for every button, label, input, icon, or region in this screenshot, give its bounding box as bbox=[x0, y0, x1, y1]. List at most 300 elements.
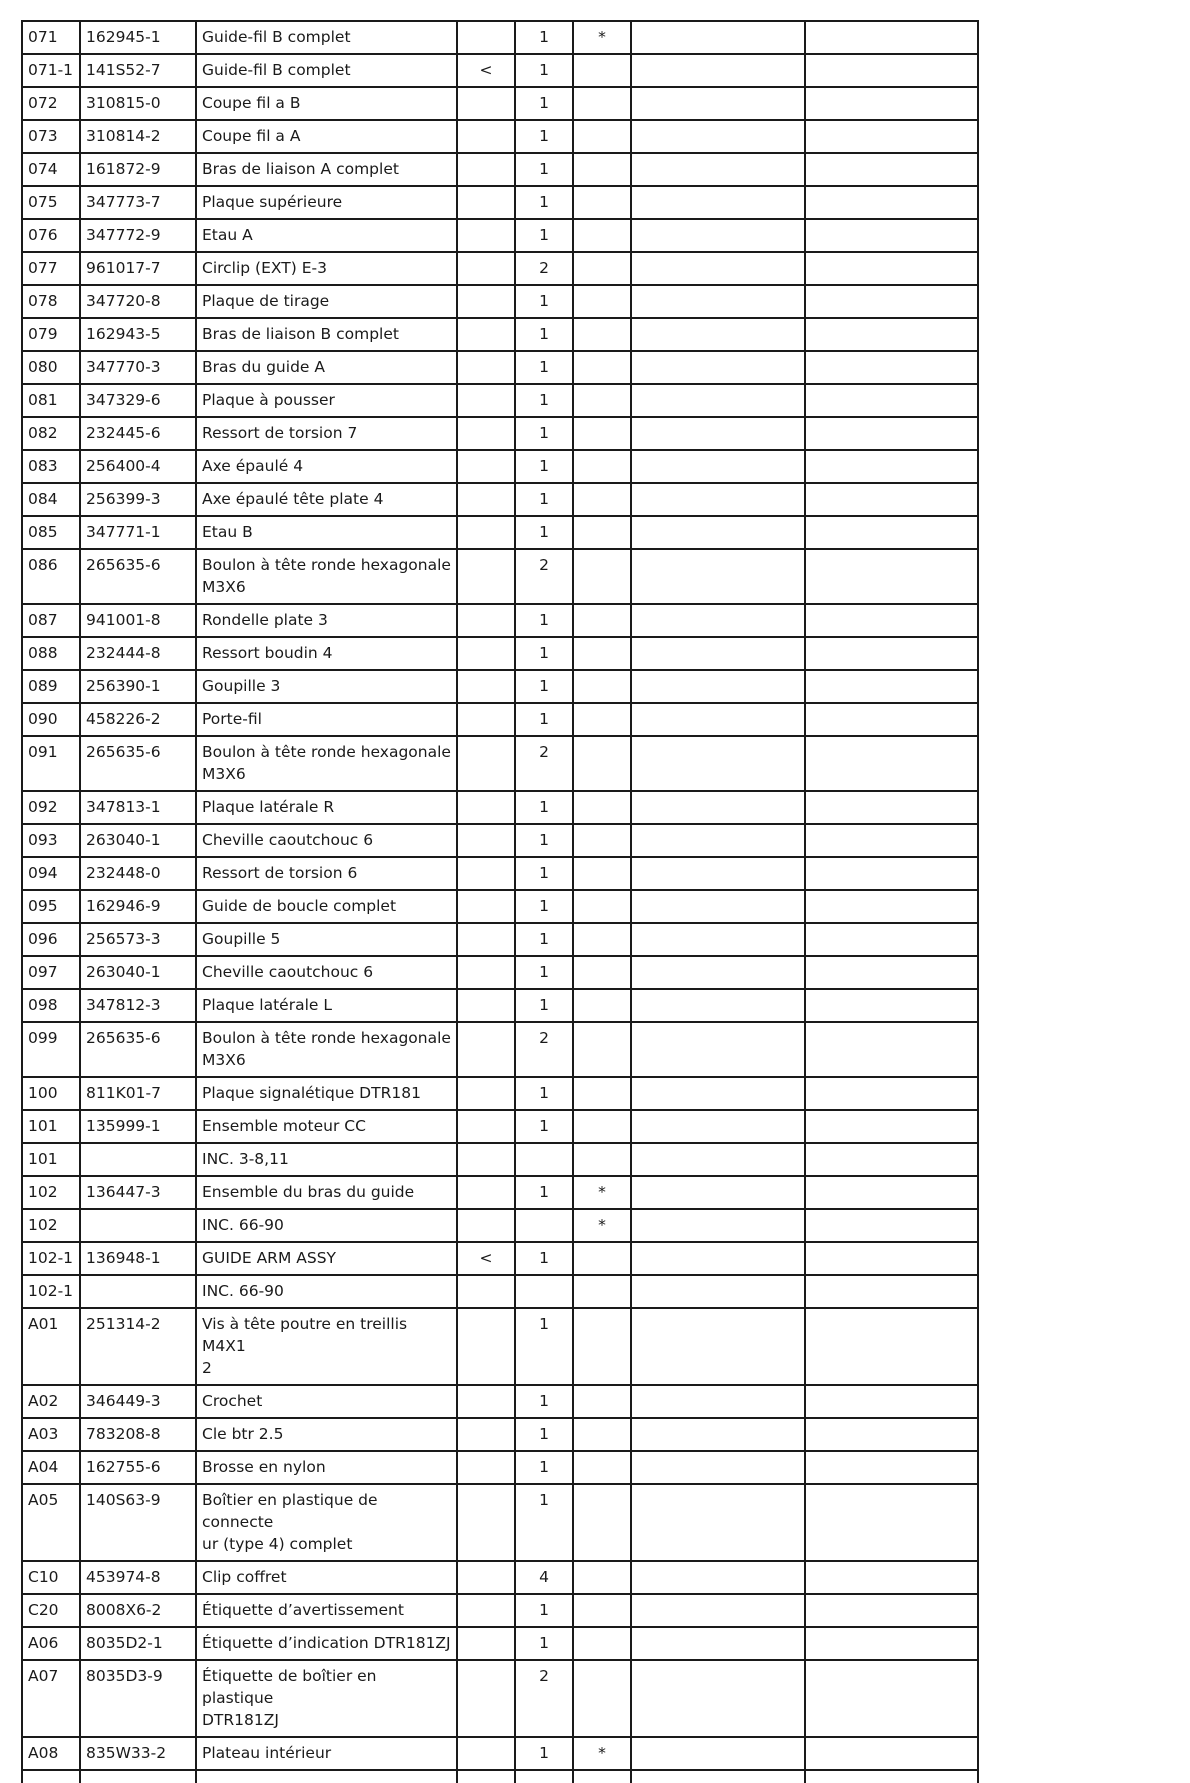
extra-column-cell-1 bbox=[631, 824, 805, 857]
part-number-cell: 161872-9 bbox=[80, 153, 196, 186]
table-row bbox=[22, 824, 978, 857]
description-cell: Goupille 5 bbox=[196, 923, 457, 956]
extra-column-cell-2 bbox=[805, 1660, 978, 1737]
item-number-cell: 101 bbox=[22, 1110, 80, 1143]
extra-column-cell-2 bbox=[805, 1385, 978, 1418]
description-cell: Porte-fil bbox=[196, 703, 457, 736]
quantity-cell: 1 bbox=[515, 1418, 573, 1451]
quantity-cell: 1 bbox=[515, 450, 573, 483]
description-cell: Étiquette d’avertissement bbox=[196, 1594, 457, 1627]
extra-column-cell-1 bbox=[631, 450, 805, 483]
quantity-cell: 1 bbox=[515, 1737, 573, 1770]
note-mark-cell bbox=[573, 1308, 631, 1385]
item-number-cell: A06 bbox=[22, 1627, 80, 1660]
item-number-cell: 073 bbox=[22, 120, 80, 153]
note-mark-cell bbox=[573, 318, 631, 351]
change-flag-cell bbox=[457, 1209, 515, 1242]
quantity-cell: 1 bbox=[515, 1594, 573, 1627]
extra-column-cell-1 bbox=[631, 1737, 805, 1770]
change-flag-cell bbox=[457, 1737, 515, 1770]
item-number-cell: 075 bbox=[22, 186, 80, 219]
change-flag-cell bbox=[457, 21, 515, 54]
part-number-cell: 232444-8 bbox=[80, 637, 196, 670]
change-flag-cell bbox=[457, 956, 515, 989]
item-number-cell: 094 bbox=[22, 857, 80, 890]
description-cell: Coupe fil a A bbox=[196, 120, 457, 153]
note-mark-cell bbox=[573, 604, 631, 637]
item-number-cell: A02 bbox=[22, 1385, 80, 1418]
note-mark-cell bbox=[573, 703, 631, 736]
change-flag-cell bbox=[457, 1022, 515, 1077]
table-row bbox=[22, 1176, 978, 1209]
change-flag-cell bbox=[457, 1308, 515, 1385]
quantity-cell: 1 bbox=[515, 285, 573, 318]
item-number-cell: 077 bbox=[22, 252, 80, 285]
part-number-cell: 347329-6 bbox=[80, 384, 196, 417]
description-cell: Plaque signalétique DTR181 bbox=[196, 1077, 457, 1110]
note-mark-cell: * bbox=[573, 1209, 631, 1242]
part-number-cell: 135999-1 bbox=[80, 1110, 196, 1143]
quantity-cell: 1 bbox=[515, 219, 573, 252]
quantity-cell: 2 bbox=[515, 549, 573, 604]
description-cell: Clip coffret bbox=[196, 1561, 457, 1594]
part-number-cell: 141S52-7 bbox=[80, 54, 196, 87]
extra-column-cell-2 bbox=[805, 21, 978, 54]
description-cell: Bras de liaison A complet bbox=[196, 153, 457, 186]
table-row bbox=[22, 1385, 978, 1418]
item-number-cell: 072 bbox=[22, 87, 80, 120]
table-row-cut-off bbox=[22, 1770, 978, 1783]
change-flag-cell bbox=[457, 483, 515, 516]
change-flag-cell bbox=[457, 87, 515, 120]
description-cell: Boulon à tête ronde hexagonale M3X6 bbox=[196, 736, 457, 791]
extra-column-cell-1 bbox=[631, 637, 805, 670]
description-cell: Rondelle plate 3 bbox=[196, 604, 457, 637]
table-row bbox=[22, 1594, 978, 1627]
change-flag-cell bbox=[457, 1627, 515, 1660]
quantity-cell: 1 bbox=[515, 87, 573, 120]
item-number-cell: 086 bbox=[22, 549, 80, 604]
parts-table-body bbox=[22, 21, 978, 1783]
part-number-cell: 347812-3 bbox=[80, 989, 196, 1022]
item-number-cell: 097 bbox=[22, 956, 80, 989]
table-row bbox=[22, 1561, 978, 1594]
change-flag-cell bbox=[457, 252, 515, 285]
change-flag-cell bbox=[457, 1561, 515, 1594]
note-mark-cell bbox=[573, 120, 631, 153]
extra-column-cell-1 bbox=[631, 1176, 805, 1209]
extra-column-cell-1 bbox=[631, 989, 805, 1022]
table-row bbox=[22, 1209, 978, 1242]
part-number-cell: 347771-1 bbox=[80, 516, 196, 549]
table-row bbox=[22, 956, 978, 989]
description-cell: Boîtier en plastique de connecte ur (type 4) complet bbox=[196, 1484, 457, 1561]
note-mark-cell bbox=[573, 252, 631, 285]
note-mark-cell bbox=[573, 54, 631, 87]
change-flag-cell: < bbox=[457, 54, 515, 87]
item-number-cell: A08 bbox=[22, 1737, 80, 1770]
extra-column-cell-2 bbox=[805, 186, 978, 219]
table-row bbox=[22, 252, 978, 285]
quantity-cell: 1 bbox=[515, 604, 573, 637]
description-cell: Étiquette d’indication DTR181ZJ bbox=[196, 1627, 457, 1660]
item-number-cell: 080 bbox=[22, 351, 80, 384]
change-flag-cell bbox=[457, 417, 515, 450]
description-cell: Plaque de tirage bbox=[196, 285, 457, 318]
quantity-cell bbox=[515, 1209, 573, 1242]
item-number-cell: 101 bbox=[22, 1143, 80, 1176]
extra-column-cell-1 bbox=[631, 252, 805, 285]
quantity-cell: 1 bbox=[515, 1484, 573, 1561]
item-number-cell: A05 bbox=[22, 1484, 80, 1561]
part-number-cell bbox=[80, 1143, 196, 1176]
part-number-cell: 256400-4 bbox=[80, 450, 196, 483]
note-mark-cell bbox=[573, 219, 631, 252]
description-cell: Cheville caoutchouc 6 bbox=[196, 824, 457, 857]
description-cell: Etau B bbox=[196, 516, 457, 549]
quantity-cell: 1 bbox=[515, 1242, 573, 1275]
note-mark-cell bbox=[573, 890, 631, 923]
part-number-cell: 162943-5 bbox=[80, 318, 196, 351]
note-mark-cell bbox=[573, 1385, 631, 1418]
change-flag-cell bbox=[457, 989, 515, 1022]
extra-column-cell-2 bbox=[805, 54, 978, 87]
quantity-cell: 1 bbox=[515, 384, 573, 417]
note-mark-cell bbox=[573, 637, 631, 670]
description-cell: Ressort de torsion 7 bbox=[196, 417, 457, 450]
quantity-cell: 2 bbox=[515, 252, 573, 285]
item-number-cell: 092 bbox=[22, 791, 80, 824]
part-number-cell: 961017-7 bbox=[80, 252, 196, 285]
table-row bbox=[22, 1308, 978, 1385]
item-number-cell: 081 bbox=[22, 384, 80, 417]
table-row bbox=[22, 670, 978, 703]
part-number-cell: 256399-3 bbox=[80, 483, 196, 516]
part-number-cell: 232445-6 bbox=[80, 417, 196, 450]
quantity-cell: 1 bbox=[515, 1176, 573, 1209]
note-mark-cell bbox=[573, 450, 631, 483]
extra-column-cell-1 bbox=[631, 120, 805, 153]
table-row bbox=[22, 703, 978, 736]
item-number-cell: 085 bbox=[22, 516, 80, 549]
extra-column-cell-1 bbox=[631, 87, 805, 120]
table-row bbox=[22, 1660, 978, 1737]
quantity-cell: 1 bbox=[515, 1110, 573, 1143]
parts-list-sheet bbox=[21, 20, 979, 1783]
extra-column-cell-1 bbox=[631, 384, 805, 417]
extra-column-cell-1 bbox=[631, 153, 805, 186]
extra-column-cell-2 bbox=[805, 736, 978, 791]
quantity-cell: 1 bbox=[515, 186, 573, 219]
extra-column-cell-1 bbox=[631, 1077, 805, 1110]
extra-column-cell-1 bbox=[631, 1418, 805, 1451]
extra-column-cell-1 bbox=[631, 1275, 805, 1308]
change-flag-cell bbox=[457, 1110, 515, 1143]
item-number-cell: 084 bbox=[22, 483, 80, 516]
extra-column-cell-2 bbox=[805, 450, 978, 483]
empty-cell bbox=[196, 1770, 457, 1783]
item-number-cell: 095 bbox=[22, 890, 80, 923]
extra-column-cell-2 bbox=[805, 1242, 978, 1275]
change-flag-cell bbox=[457, 604, 515, 637]
table-row bbox=[22, 1242, 978, 1275]
extra-column-cell-2 bbox=[805, 318, 978, 351]
item-number-cell: A01 bbox=[22, 1308, 80, 1385]
extra-column-cell-2 bbox=[805, 285, 978, 318]
extra-column-cell-1 bbox=[631, 483, 805, 516]
item-number-cell: 099 bbox=[22, 1022, 80, 1077]
note-mark-cell bbox=[573, 186, 631, 219]
description-cell: Plaque latérale R bbox=[196, 791, 457, 824]
table-row bbox=[22, 1077, 978, 1110]
description-cell: INC. 3-8,11 bbox=[196, 1143, 457, 1176]
part-number-cell bbox=[80, 1275, 196, 1308]
quantity-cell: 1 bbox=[515, 120, 573, 153]
part-number-cell: 263040-1 bbox=[80, 956, 196, 989]
extra-column-cell-1 bbox=[631, 890, 805, 923]
change-flag-cell bbox=[457, 1484, 515, 1561]
empty-cell bbox=[22, 1770, 80, 1783]
table-row bbox=[22, 120, 978, 153]
part-number-cell: 453974-8 bbox=[80, 1561, 196, 1594]
quantity-cell: 1 bbox=[515, 417, 573, 450]
extra-column-cell-1 bbox=[631, 1484, 805, 1561]
extra-column-cell-1 bbox=[631, 1627, 805, 1660]
extra-column-cell-1 bbox=[631, 1143, 805, 1176]
quantity-cell: 1 bbox=[515, 318, 573, 351]
description-cell: Coupe fil a B bbox=[196, 87, 457, 120]
extra-column-cell-2 bbox=[805, 153, 978, 186]
description-cell: Cle btr 2.5 bbox=[196, 1418, 457, 1451]
part-number-cell: 347813-1 bbox=[80, 791, 196, 824]
quantity-cell: 1 bbox=[515, 1308, 573, 1385]
part-number-cell: 941001-8 bbox=[80, 604, 196, 637]
note-mark-cell bbox=[573, 1418, 631, 1451]
quantity-cell: 1 bbox=[515, 21, 573, 54]
description-cell: Ressort boudin 4 bbox=[196, 637, 457, 670]
extra-column-cell-2 bbox=[805, 824, 978, 857]
quantity-cell: 1 bbox=[515, 1385, 573, 1418]
extra-column-cell-1 bbox=[631, 1209, 805, 1242]
quantity-cell: 1 bbox=[515, 637, 573, 670]
description-cell: Boulon à tête ronde hexagonale M3X6 bbox=[196, 549, 457, 604]
description-cell: Ressort de torsion 6 bbox=[196, 857, 457, 890]
part-number-cell: 136948-1 bbox=[80, 1242, 196, 1275]
table-row bbox=[22, 549, 978, 604]
extra-column-cell-2 bbox=[805, 670, 978, 703]
description-cell: GUIDE ARM ASSY bbox=[196, 1242, 457, 1275]
note-mark-cell bbox=[573, 791, 631, 824]
quantity-cell: 1 bbox=[515, 857, 573, 890]
note-mark-cell bbox=[573, 384, 631, 417]
change-flag-cell bbox=[457, 450, 515, 483]
part-number-cell: 310815-0 bbox=[80, 87, 196, 120]
table-row bbox=[22, 857, 978, 890]
description-cell: Bras de liaison B complet bbox=[196, 318, 457, 351]
note-mark-cell bbox=[573, 483, 631, 516]
note-mark-cell bbox=[573, 1561, 631, 1594]
extra-column-cell-1 bbox=[631, 285, 805, 318]
table-row bbox=[22, 736, 978, 791]
quantity-cell: 2 bbox=[515, 1022, 573, 1077]
description-cell: Plaque supérieure bbox=[196, 186, 457, 219]
change-flag-cell bbox=[457, 1385, 515, 1418]
table-row bbox=[22, 219, 978, 252]
description-cell: Circlip (EXT) E-3 bbox=[196, 252, 457, 285]
extra-column-cell-1 bbox=[631, 1561, 805, 1594]
quantity-cell bbox=[515, 1275, 573, 1308]
note-mark-cell bbox=[573, 989, 631, 1022]
extra-column-cell-2 bbox=[805, 120, 978, 153]
extra-column-cell-2 bbox=[805, 1418, 978, 1451]
part-number-cell: 162945-1 bbox=[80, 21, 196, 54]
note-mark-cell bbox=[573, 417, 631, 450]
item-number-cell: 090 bbox=[22, 703, 80, 736]
description-cell: Guide de boucle complet bbox=[196, 890, 457, 923]
item-number-cell: 076 bbox=[22, 219, 80, 252]
quantity-cell: 1 bbox=[515, 153, 573, 186]
extra-column-cell-1 bbox=[631, 219, 805, 252]
description-cell: Étiquette de boîtier en plastique DTR181ZJ bbox=[196, 1660, 457, 1737]
quantity-cell bbox=[515, 1143, 573, 1176]
extra-column-cell-2 bbox=[805, 1737, 978, 1770]
description-cell: Axe épaulé 4 bbox=[196, 450, 457, 483]
extra-column-cell-2 bbox=[805, 516, 978, 549]
change-flag-cell bbox=[457, 824, 515, 857]
table-row bbox=[22, 483, 978, 516]
item-number-cell: 091 bbox=[22, 736, 80, 791]
part-number-cell: 162946-9 bbox=[80, 890, 196, 923]
table-row bbox=[22, 153, 978, 186]
description-cell: Guide-fil B complet bbox=[196, 54, 457, 87]
note-mark-cell bbox=[573, 1660, 631, 1737]
extra-column-cell-2 bbox=[805, 1627, 978, 1660]
note-mark-cell bbox=[573, 1143, 631, 1176]
extra-column-cell-2 bbox=[805, 483, 978, 516]
change-flag-cell bbox=[457, 857, 515, 890]
note-mark-cell bbox=[573, 1275, 631, 1308]
description-cell: Plaque latérale L bbox=[196, 989, 457, 1022]
extra-column-cell-1 bbox=[631, 186, 805, 219]
extra-column-cell-1 bbox=[631, 956, 805, 989]
extra-column-cell-1 bbox=[631, 1385, 805, 1418]
table-row bbox=[22, 791, 978, 824]
extra-column-cell-1 bbox=[631, 857, 805, 890]
note-mark-cell bbox=[573, 1627, 631, 1660]
extra-column-cell-1 bbox=[631, 516, 805, 549]
change-flag-cell bbox=[457, 1077, 515, 1110]
parts-table bbox=[21, 20, 979, 1783]
item-number-cell: 098 bbox=[22, 989, 80, 1022]
table-row bbox=[22, 604, 978, 637]
description-cell: Crochet bbox=[196, 1385, 457, 1418]
part-number-cell: 346449-3 bbox=[80, 1385, 196, 1418]
table-row bbox=[22, 417, 978, 450]
table-row bbox=[22, 989, 978, 1022]
change-flag-cell bbox=[457, 1418, 515, 1451]
extra-column-cell-2 bbox=[805, 1451, 978, 1484]
note-mark-cell bbox=[573, 1451, 631, 1484]
part-number-cell: 8008X6-2 bbox=[80, 1594, 196, 1627]
table-row bbox=[22, 1418, 978, 1451]
description-cell: Plaque à pousser bbox=[196, 384, 457, 417]
extra-column-cell-1 bbox=[631, 1242, 805, 1275]
extra-column-cell-2 bbox=[805, 1143, 978, 1176]
table-row bbox=[22, 87, 978, 120]
item-number-cell: 102 bbox=[22, 1176, 80, 1209]
empty-cell bbox=[457, 1770, 515, 1783]
part-number-cell: 783208-8 bbox=[80, 1418, 196, 1451]
extra-column-cell-1 bbox=[631, 21, 805, 54]
extra-column-cell-2 bbox=[805, 1275, 978, 1308]
item-number-cell: 078 bbox=[22, 285, 80, 318]
item-number-cell: A04 bbox=[22, 1451, 80, 1484]
extra-column-cell-2 bbox=[805, 1176, 978, 1209]
table-row bbox=[22, 637, 978, 670]
empty-cell bbox=[805, 1770, 978, 1783]
change-flag-cell bbox=[457, 516, 515, 549]
description-cell: INC. 66-90 bbox=[196, 1209, 457, 1242]
item-number-cell: 079 bbox=[22, 318, 80, 351]
table-row bbox=[22, 1143, 978, 1176]
table-row bbox=[22, 21, 978, 54]
extra-column-cell-1 bbox=[631, 318, 805, 351]
part-number-cell: 310814-2 bbox=[80, 120, 196, 153]
quantity-cell: 1 bbox=[515, 923, 573, 956]
change-flag-cell bbox=[457, 1143, 515, 1176]
extra-column-cell-1 bbox=[631, 670, 805, 703]
part-number-cell: 458226-2 bbox=[80, 703, 196, 736]
part-number-cell: 232448-0 bbox=[80, 857, 196, 890]
description-cell: Cheville caoutchouc 6 bbox=[196, 956, 457, 989]
part-number-cell: 162755-6 bbox=[80, 1451, 196, 1484]
change-flag-cell bbox=[457, 549, 515, 604]
note-mark-cell: * bbox=[573, 21, 631, 54]
change-flag-cell bbox=[457, 791, 515, 824]
table-row bbox=[22, 1275, 978, 1308]
description-cell: Goupille 3 bbox=[196, 670, 457, 703]
change-flag-cell bbox=[457, 219, 515, 252]
change-flag-cell bbox=[457, 120, 515, 153]
change-flag-cell bbox=[457, 153, 515, 186]
extra-column-cell-1 bbox=[631, 703, 805, 736]
quantity-cell: 4 bbox=[515, 1561, 573, 1594]
change-flag-cell bbox=[457, 384, 515, 417]
table-row bbox=[22, 1451, 978, 1484]
extra-column-cell-1 bbox=[631, 923, 805, 956]
quantity-cell: 1 bbox=[515, 703, 573, 736]
quantity-cell: 1 bbox=[515, 1451, 573, 1484]
quantity-cell: 1 bbox=[515, 351, 573, 384]
note-mark-cell bbox=[573, 736, 631, 791]
extra-column-cell-2 bbox=[805, 923, 978, 956]
table-row bbox=[22, 1484, 978, 1561]
part-number-cell: 265635-6 bbox=[80, 1022, 196, 1077]
note-mark-cell bbox=[573, 1110, 631, 1143]
part-number-cell: 251314-2 bbox=[80, 1308, 196, 1385]
note-mark-cell bbox=[573, 1077, 631, 1110]
description-cell: Plateau intérieur bbox=[196, 1737, 457, 1770]
extra-column-cell-1 bbox=[631, 1451, 805, 1484]
description-cell: Axe épaulé tête plate 4 bbox=[196, 483, 457, 516]
item-number-cell: A03 bbox=[22, 1418, 80, 1451]
item-number-cell: 096 bbox=[22, 923, 80, 956]
extra-column-cell-1 bbox=[631, 736, 805, 791]
extra-column-cell-1 bbox=[631, 1022, 805, 1077]
description-cell: Bras du guide A bbox=[196, 351, 457, 384]
table-row bbox=[22, 923, 978, 956]
description-cell: Ensemble du bras du guide bbox=[196, 1176, 457, 1209]
